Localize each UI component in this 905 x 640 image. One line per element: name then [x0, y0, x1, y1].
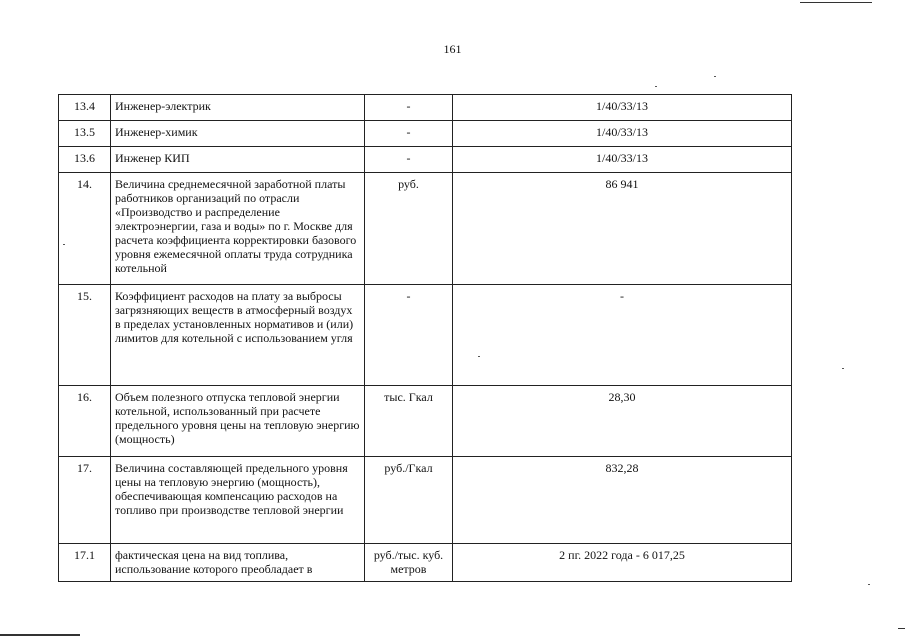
row-unit: руб./тыс. куб. метров — [365, 544, 453, 582]
table-row — [59, 95, 792, 121]
page-number: 161 — [443, 42, 462, 56]
row-value: 86 941 — [453, 173, 792, 285]
scan-speck — [714, 76, 716, 77]
row-name: Инженер КИП — [111, 147, 365, 173]
row-name: фактическая цена на вид топлива, использование которого преобладает в — [111, 544, 365, 582]
row-number: 16. — [59, 386, 111, 457]
row-number: 13.6 — [59, 147, 111, 173]
row-number: 17. — [59, 457, 111, 544]
row-value: 832,28 — [453, 457, 792, 544]
row-unit: - — [365, 147, 453, 173]
row-value: 2 пг. 2022 года - 6 017,25 — [453, 544, 792, 582]
row-number: 14. — [59, 173, 111, 285]
table-row — [59, 386, 792, 457]
scan-speck — [842, 368, 844, 369]
row-unit: тыс. Гкал — [365, 386, 453, 457]
row-name: Коэффициент расходов на плату за выбросы загрязняющих веществ в атмосферный воздух в пределах установленных нормативов и (или) лимитов для котельной с использованием угля — [111, 285, 365, 386]
scan-edge-right — [898, 628, 905, 629]
data-table — [58, 94, 792, 582]
row-name: Величина среднемесячной заработной платы работников организаций по отрасли «Производство и распределение электроэнергии, газа и воды» по г. Москве для расчета коэффициента корректировки базового уровня ежемесячной оплаты труда сотрудника котельной — [111, 173, 365, 285]
scan-speck — [655, 86, 657, 87]
table-row — [59, 544, 792, 582]
row-number: 17.1 — [59, 544, 111, 582]
table-row — [59, 121, 792, 147]
table-row — [59, 147, 792, 173]
row-value: - — [453, 285, 792, 386]
row-number: 15. — [59, 285, 111, 386]
row-number: 13.4 — [59, 95, 111, 121]
row-value: 1/40/33/13 — [453, 147, 792, 173]
row-name: Инженер-химик — [111, 121, 365, 147]
row-value: 1/40/33/13 — [453, 121, 792, 147]
row-number: 13.5 — [59, 121, 111, 147]
row-value: 28,30 — [453, 386, 792, 457]
row-name: Величина составляющей предельного уровня цены на тепловую энергию (мощность), обеспечивающая компенсацию расходов на топливо при производстве тепловой энергии — [111, 457, 365, 544]
scan-speck — [868, 584, 870, 585]
table-row — [59, 285, 792, 386]
row-unit: руб. — [365, 173, 453, 285]
row-name: Объем полезного отпуска тепловой энергии котельной, использованный при расчете предельного уровня цены на тепловую энергию (мощность) — [111, 386, 365, 457]
row-unit: руб./Гкал — [365, 457, 453, 544]
row-unit: - — [365, 121, 453, 147]
scan-edge-top — [800, 2, 872, 3]
row-unit: - — [365, 95, 453, 121]
table-row — [59, 457, 792, 544]
scan-edge-bottom — [0, 634, 80, 636]
row-value: 1/40/33/13 — [453, 95, 792, 121]
table-row — [59, 173, 792, 285]
row-name: Инженер-электрик — [111, 95, 365, 121]
row-unit: - — [365, 285, 453, 386]
